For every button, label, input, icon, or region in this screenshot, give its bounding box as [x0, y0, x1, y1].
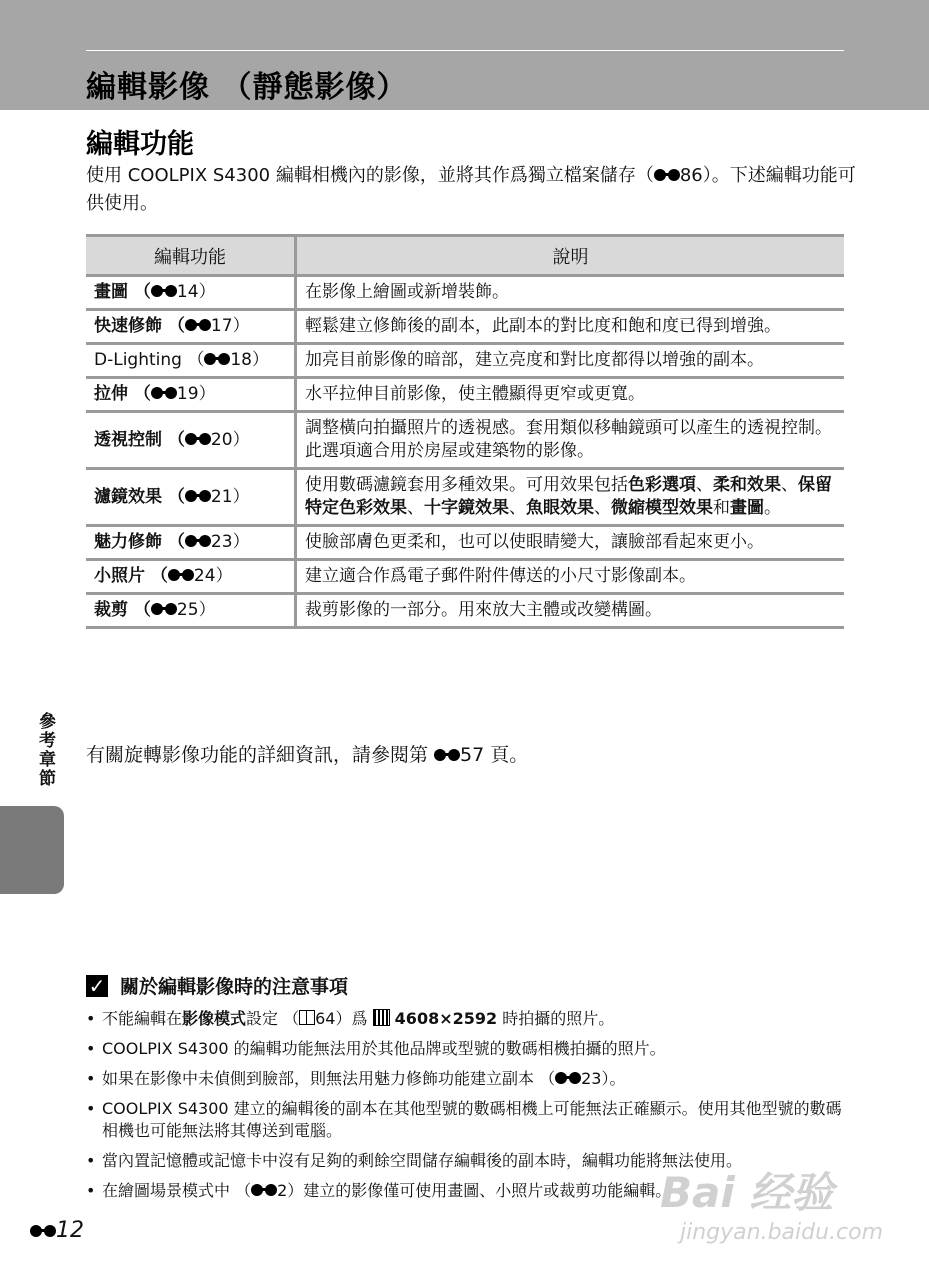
reference-section-icon	[185, 318, 211, 332]
reference-section-icon	[654, 168, 680, 182]
table-row	[86, 412, 844, 469]
function-name-cell	[86, 594, 296, 628]
check-icon: ✓	[86, 975, 108, 997]
filter-effect-name: 畫圖	[730, 498, 764, 518]
function-description: 建立適合作爲電子郵件附件傳送的小尺寸影像副本。	[296, 560, 845, 594]
rotate-note-ref: 57	[460, 744, 485, 766]
period: 。	[764, 498, 781, 518]
separator: 、	[407, 498, 424, 518]
image-size-icon	[373, 1009, 390, 1026]
image-mode-term: 影像模式	[182, 1009, 247, 1028]
caution-text: 在繪圖場景模式中 （	[102, 1181, 252, 1200]
reference-section-icon	[30, 1224, 56, 1238]
function-name-cell	[86, 310, 296, 344]
filter-effect-name: 魚眼效果	[526, 498, 594, 518]
caution-text: 設定 （	[246, 1009, 300, 1028]
caution-text: 如果在影像中未偵側到臉部，則無法用魅力修飾功能建立副本 （	[102, 1069, 556, 1088]
function-ref-close: ）	[232, 316, 250, 336]
filter-effect-name: 色彩選項	[628, 475, 696, 495]
caution-text: COOLPIX S4300 的編輯功能無法用於其他品牌或型號的數碼相機拍攝的照片。	[102, 1039, 666, 1058]
watermark-logo: Bai 经验	[660, 1168, 834, 1217]
function-name-cell	[86, 378, 296, 412]
function-ref: 23	[210, 532, 233, 552]
function-ref: 20	[210, 429, 233, 450]
function-ref: 21	[210, 486, 233, 507]
intro-ref: 86	[679, 165, 703, 186]
section-heading: 編輯功能	[86, 129, 194, 160]
caution-heading-text: 關於編輯影像時的注意事項	[120, 976, 349, 998]
image-size-value: 4608×2592	[394, 1009, 498, 1028]
function-description: 裁剪影像的一部分。用來放大主體或改變構圖。	[296, 594, 845, 628]
caution-text: 23）。	[581, 1069, 626, 1088]
list-item	[86, 1038, 848, 1060]
function-name-cell	[86, 412, 296, 469]
side-tab-marker	[0, 806, 64, 894]
reference-section-icon	[185, 534, 211, 548]
function-ref: 14	[176, 282, 199, 302]
col-header-description: 說明	[296, 236, 845, 276]
function-name: 魅力修飾 （	[94, 532, 185, 552]
function-name-cell	[86, 469, 296, 526]
separator: 、	[781, 475, 798, 495]
col-header-function: 編輯功能	[86, 236, 296, 276]
caution-text: 不能編輯在	[102, 1009, 183, 1028]
function-ref: 25	[176, 600, 199, 620]
function-ref-close: ）	[232, 429, 250, 450]
table-row	[86, 594, 844, 628]
function-ref: 24	[193, 566, 216, 586]
list-item	[86, 1008, 848, 1030]
table-row	[86, 560, 844, 594]
caution-text: COOLPIX S4300 建立的編輯後的副本在其他型號的數碼相機上可能無法正確顯示。使用其他型號的數碼相機也可能無法將其傳送到電腦。	[102, 1099, 842, 1140]
function-name: 拉伸 （	[94, 384, 151, 404]
intro-paragraph	[86, 162, 856, 218]
reference-section-icon	[151, 284, 177, 298]
table-row	[86, 378, 844, 412]
function-ref-close: ）	[251, 350, 269, 370]
side-tab-label: 參考章節	[35, 712, 55, 788]
function-ref-close: ）	[198, 600, 216, 620]
table-row	[86, 469, 844, 526]
intro-text-1: 使用 COOLPIX S4300 編輯相機內的影像，並將其作爲獨立檔案儲存（	[86, 165, 654, 186]
list-item	[86, 1098, 848, 1142]
watermark-url: jingyan.baidu.com	[680, 1220, 884, 1245]
function-ref-close: ）	[232, 486, 250, 507]
reference-section-icon	[204, 352, 230, 366]
filter-desc-prefix: 使用數碼濾鏡套用多種效果。可用效果包括	[305, 475, 628, 495]
table-row	[86, 276, 844, 310]
function-description: 使臉部膚色更柔和，也可以使眼睛變大，讓臉部看起來更小。	[296, 526, 845, 560]
function-name: 濾鏡效果 （	[94, 486, 185, 507]
separator: 、	[594, 498, 611, 518]
table-row	[86, 344, 844, 378]
function-description: 加亮目前影像的暗部，建立亮度和對比度都得以增強的副本。	[296, 344, 845, 378]
function-name: 小照片 （	[94, 566, 168, 586]
rotate-note	[86, 740, 528, 767]
separator: 、	[696, 475, 713, 495]
function-description: 輕鬆建立修飾後的副本，此副本的對比度和飽和度已得到增強。	[296, 310, 845, 344]
page-title: 編輯影像 （靜態影像）	[86, 70, 408, 105]
function-description: 調整橫向拍攝照片的透視感。套用類似移軸鏡頭可以產生的透視控制。此選項適合用於房屋或建築物的影像。	[296, 412, 845, 469]
function-ref-close: ）	[198, 384, 216, 404]
caution-text: 當內置記憶體或記憶卡中沒有足夠的剩餘空間儲存編輯後的副本時，編輯功能將無法使用。	[102, 1151, 743, 1170]
page-number	[30, 1218, 84, 1243]
function-ref: 18	[230, 350, 252, 370]
function-name: D-Lighting （	[94, 350, 205, 370]
edit-functions-table	[86, 234, 844, 629]
function-name-cell	[86, 344, 296, 378]
reference-section-icon	[434, 748, 460, 762]
reference-section-icon	[251, 1183, 277, 1197]
function-name: 裁剪 （	[94, 600, 151, 620]
intro-text-2: ）。下述編輯功能可供使用。	[86, 165, 856, 214]
page-number-value: 12	[56, 1218, 84, 1243]
function-description: 水平拉伸目前影像，使主體顯得更窄或更寬。	[296, 378, 845, 412]
reference-section-icon	[185, 432, 211, 446]
function-ref: 17	[210, 316, 233, 336]
reference-section-icon	[185, 489, 211, 503]
caution-text: 2）建立的影像僅可使用畫圖、小照片或裁剪功能編輯。	[277, 1181, 672, 1200]
rotate-note-tail: 頁。	[484, 744, 529, 766]
function-name: 畫圖 （	[94, 282, 151, 302]
function-name: 透視控制 （	[94, 429, 185, 450]
reference-section-icon	[168, 568, 194, 582]
caution-text: 時拍攝的照片。	[497, 1009, 615, 1028]
function-name: 快速修飾 （	[94, 316, 185, 336]
function-description: 在影像上繪圖或新增裝飾。	[296, 276, 845, 310]
header-rule	[86, 50, 844, 51]
table-header-row	[86, 236, 844, 276]
function-name-cell	[86, 560, 296, 594]
table-row	[86, 526, 844, 560]
caution-text: 64）爲	[315, 1009, 373, 1028]
reference-section-icon	[151, 386, 177, 400]
filter-effect-name: 微縮模型效果	[611, 498, 713, 518]
rotate-note-text: 有關旋轉影像功能的詳細資訊，請參閱第	[86, 744, 435, 766]
list-item	[86, 1068, 848, 1090]
table-row	[86, 310, 844, 344]
separator: 、	[509, 498, 526, 518]
function-name-cell	[86, 276, 296, 310]
function-name-cell	[86, 526, 296, 560]
filter-effect-name: 保留特定色彩效果	[305, 475, 832, 518]
function-ref-close: ）	[232, 532, 250, 552]
caution-heading	[86, 972, 348, 999]
book-icon	[299, 1010, 315, 1025]
reference-section-icon	[151, 602, 177, 616]
function-ref: 19	[176, 384, 199, 404]
function-ref-close: ）	[215, 566, 233, 586]
filter-effect-name: 柔和效果	[713, 475, 781, 495]
function-ref-close: ）	[198, 282, 216, 302]
conjunction: 和	[713, 498, 730, 518]
watermark	[640, 1150, 920, 1270]
reference-section-icon	[555, 1071, 581, 1085]
filter-effect-name: 十字鏡效果	[424, 498, 509, 518]
function-description	[296, 469, 845, 526]
